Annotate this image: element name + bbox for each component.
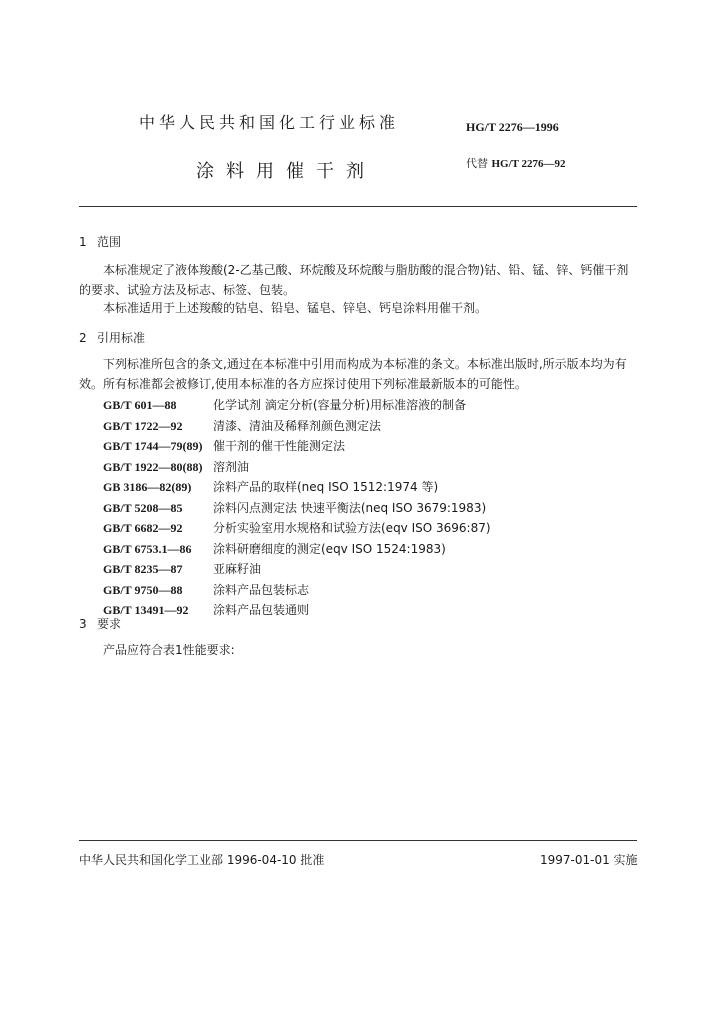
reference-title: 清漆、清油及稀释剂颜色测定法 [213,418,382,433]
industry-standard-title: 中华人民共和国化工行业标准 [139,113,400,132]
reference-title: 亚麻籽油 [213,562,262,576]
reference-item [103,580,491,601]
section-heading-scope [79,233,121,250]
section-number: 2 [79,331,87,345]
reference-code: GB 3186—82(89) [103,480,192,494]
reference-code: GB/T 6753.1—86 [103,541,192,556]
section-heading-requirements [79,615,121,632]
reference-title: 涂料产品的取样(neq ISO 1512:1974 等) [213,480,439,494]
reference-code: GB/T 1744—79(89) [103,439,203,453]
footer-divider [79,840,637,841]
reference-code: GB/T 6682—92 [103,521,183,535]
approval-note: 中华人民共和国化学工业部 1996-04-10 批准 [79,853,325,867]
standard-number: HG/T 2276—1996 [466,120,559,134]
reference-item [103,395,491,416]
reference-title: 溶剂油 [213,459,250,474]
section-title: 引用标准 [97,331,146,345]
header-divider [79,206,637,207]
reference-list [103,395,491,621]
paragraph: 产品应符合表1性能要求: [103,643,235,657]
reference-title: 化学试剂 滴定分析(容量分析)用标准溶液的制备 [213,398,467,412]
paragraph: 本标准规定了液体羧酸(2-乙基己酸、环烷酸及环烷酸与脂肪酸的混合物)钴、铅、锰、锌、钙催干剂的要求、试验方法及标志、标签、包装。 [79,263,629,297]
reference-item [103,477,491,498]
effective-date: 1997-01-01 实施 [540,853,638,867]
reference-title: 催干剂的催干性能测定法 [213,439,346,453]
reference-item [103,416,491,437]
section-number: 3 [79,617,87,631]
reference-code: GB/T 13491—92 [103,603,189,617]
reference-item [103,457,491,478]
reference-code: GB/T 9750—88 [103,582,183,597]
paragraph: 下列标准所包含的条文,通过在本标准中引用而构成为本标准的条文。本标准出版时,所示版本均为有效。所有标准都会被修订,使用本标准的各方应探讨使用下列标准最新版本的可能性。 [79,357,627,391]
reference-title: 涂料产品包装通则 [213,603,310,617]
reference-code: GB/T 1722—92 [103,418,183,433]
reference-code: GB/T 8235—87 [103,562,183,576]
reference-item [103,539,491,560]
reference-title: 涂料闪点测定法 快速平衡法(neq ISO 3679:1983) [213,500,487,515]
section-title: 范围 [97,235,122,249]
reference-code: GB/T 5208—85 [103,500,183,515]
reference-item [103,518,491,539]
reference-title: 涂料研磨细度的测定(eqv ISO 1524:1983) [213,541,446,556]
paragraph: 本标准适用于上述羧酸的钴皂、铅皂、锰皂、锌皂、钙皂涂料用催干剂。 [103,301,488,315]
replaces-note [466,155,566,171]
section-title: 要求 [97,617,122,631]
reference-code: GB/T 1922—80(88) [103,459,203,474]
replaces-prefix: 代替 [466,157,488,170]
reference-title: 分析实验室用水规格和试验方法(eqv ISO 3696:87) [213,521,491,535]
reference-code: GB/T 601—88 [103,398,177,412]
reference-item [103,600,491,621]
replaces-code: HG/T 2276—92 [491,158,566,170]
reference-item [103,498,491,519]
reference-item [103,559,491,580]
reference-item [103,436,491,457]
reference-title: 涂料产品包装标志 [213,582,310,597]
document-title: 涂料用催干剂 [196,161,376,182]
section-number: 1 [79,235,87,249]
section-heading-references [79,329,145,346]
